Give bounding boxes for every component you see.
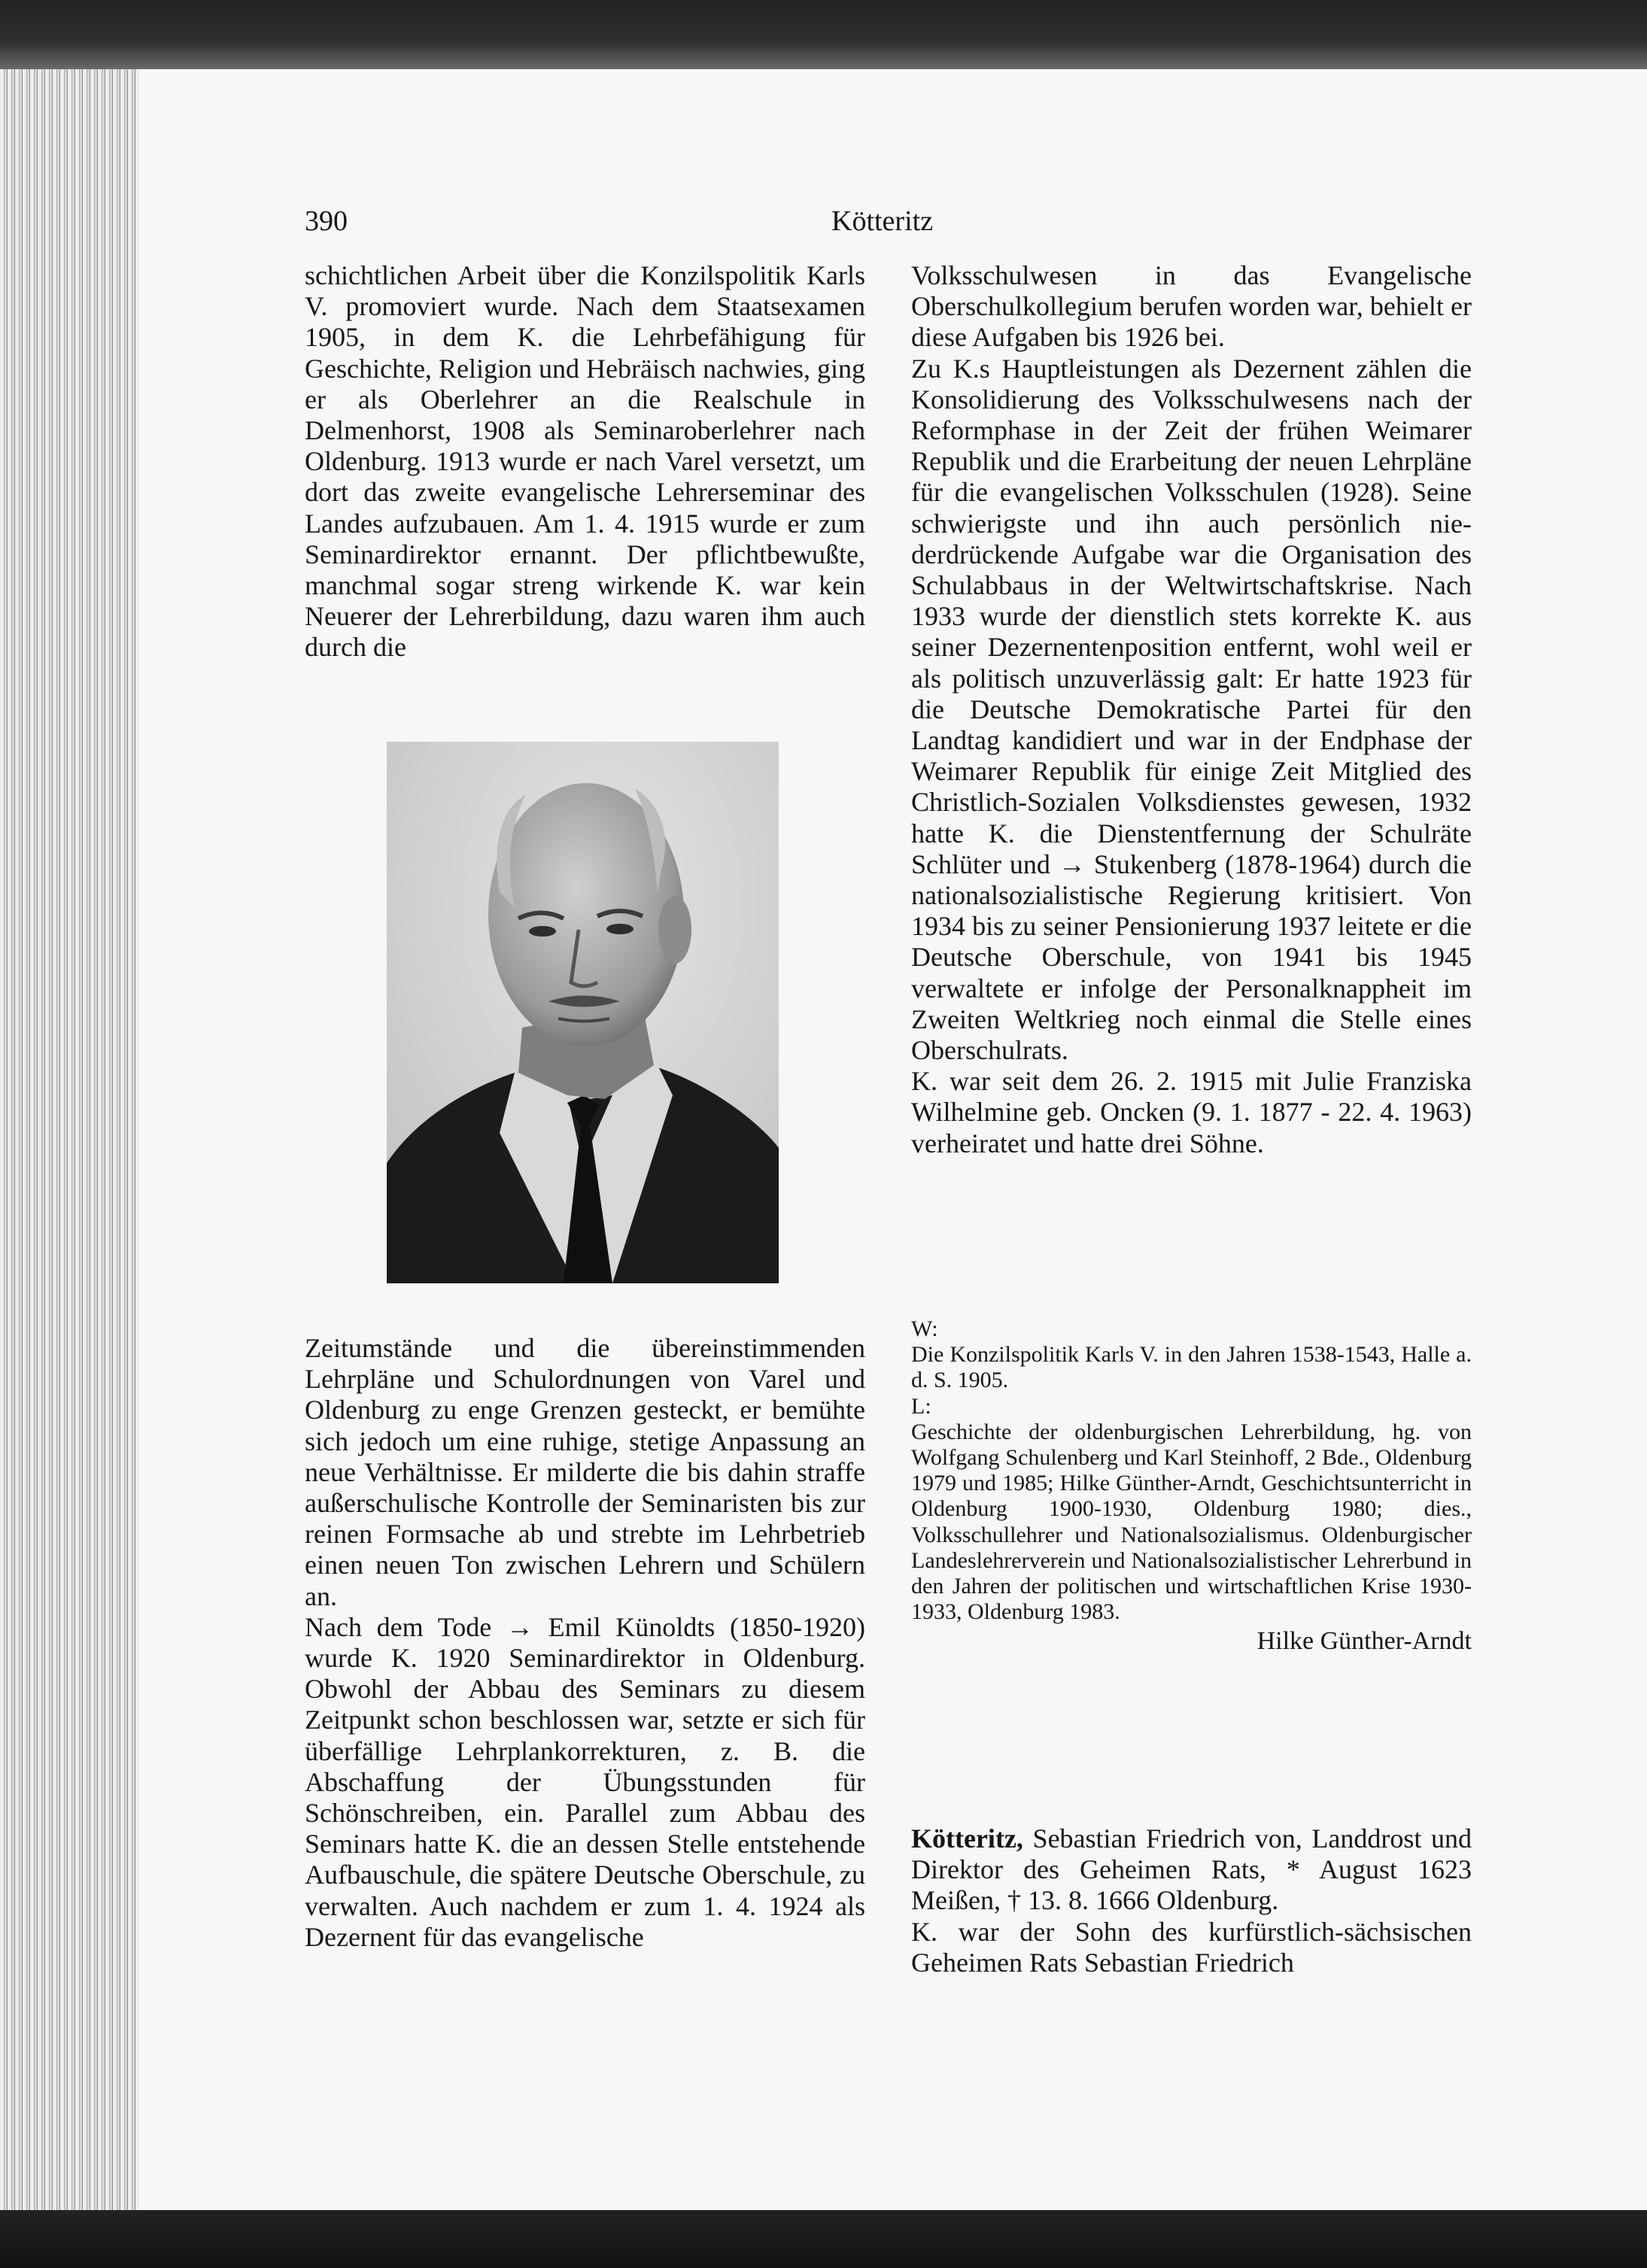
running-title: Kötteritz: [831, 205, 934, 237]
next-biography-entry: [911, 1823, 1472, 1978]
literature-label: L:: [911, 1393, 931, 1419]
paragraph: Zu K.s Hauptleistungen als Dezernent zählen die Konsolidierung des Volksschulwesens nach der Reformphase in der Zeit der frühen Weimarer Republik und die Erarbeitung der neuen Lehrpläne für die evangelischen Volksschulen (1928). Seine schwierigste und ihn auch persönlich niederdrückende Aufgabe war die Organisation des Schulabbaus in der Weltwirtschaftskrise. Nach 1933 wurde der dienstlich stets korrekte K. aus seiner Dezernentenposition entfernt, wohl weil er als politisch unzuverlässig galt: Er hatte 1923 für die Deutsche Demokratische Partei für den Landtag kandidiert und war in der Endphase der Weimarer Republik für einige Zeit Mitglied des Christlich-Sozialen Volksdienstes gewesen, 1932 hatte K. die Dienstentfernung der Schulräte Schlüter und → Stukenberg (1878-1964) durch die nationalsozialistische Regierung kritisiert. Von 1934 bis zu seiner Pensionierung 1937 leitete er die Deutsche Oberschule, von 1941 bis 1945 verwaltete er infolge der Personalknappheit im Zweiten Weltkrieg noch einmal die Stelle eines Oberschulrats.: [911, 353, 1472, 1066]
entry-lemma: Kötteritz,: [911, 1823, 1023, 1854]
paragraph: K. war seit dem 26. 2. 1915 mit Julie Franziska Wilhelmine geb. Oncken (9. 1. 1877 - 22. 4. 1963) verheiratet und hatte drei Söhne.: [911, 1066, 1472, 1158]
left-column-top-text: [305, 260, 865, 663]
works-and-literature: [911, 1316, 1472, 1656]
entry-heading-rest: Sebastian Friedrich von, Landdrost und Direktor des Geheimen Rats, * August 1623 Meißen, † 13. 8. 1666 Oldenburg.: [911, 1823, 1472, 1916]
entry-heading: [911, 1823, 1472, 1917]
page-number: 390: [305, 205, 348, 237]
paragraph: Nach dem Tode → Emil Künoldts (1850-1920) wurde K. 1920 Seminardirektor in Oldenburg. Obwohl der Abbau des Seminars zu diesem Zeitpunkt schon beschlossen war, setzte er sich für überfällige Lehrplankorrekturen, z. B. die Abschaffung der Übungsstunden für Schönschreiben, ein. Parallel zum Abbau des Seminars hatte K. die an dessen Stelle entstehende Aufbauschule, die spätere Deutsche Oberschule, zu verwalten. Auch nachdem er zum 1. 4. 1924 als Dezernent für das evangelische: [305, 1611, 865, 1952]
works-label: W:: [911, 1316, 938, 1341]
scanner-bottom-border: [0, 2210, 1647, 2268]
paragraph: schichtlichen Arbeit über die Konzilspolitik Karls V. promoviert wurde. Nach dem Staatsexamen 1905, in dem K. die Lehrbefähigung für Geschichte, Religion und Hebräisch nachwies, ging er als Oberlehrer an die Realschule in Delmenhorst, 1908 als Seminaroberlehrer nach Oldenburg. 1913 wurde er nach Varel versetzt, um dort das zweite evangelische Lehrerseminar des Landes aufzubauen. Am 1. 4. 1915 wurde er zum Seminardirektor ernannt. Der pflichtbewußte, manchmal sogar streng wirkende K. war kein Neuerer der Lehrerbildung, dazu waren ihm auch durch die: [305, 260, 865, 663]
left-column-bottom-text: [305, 1333, 865, 1953]
running-head: [305, 205, 943, 238]
book-page-edges: [0, 69, 139, 2210]
portrait-photo: [387, 742, 779, 1283]
paragraph: Volksschulwesen in das Evangelische Oberschulkollegium berufen worden war, behielt er diese Aufgaben bis 1926 bei.: [911, 260, 1472, 353]
paragraph: Zeitumstände und die übereinstimmenden Lehrpläne und Schulordnungen von Varel und Oldenburg zu enge Grenzen gesteckt, er bemühte sich jedoch um eine ruhige, stetige Anpassung an neue Verhältnisse. Er milderte die bis dahin straffe außerschulische Kontrolle der Seminaristen bis zur reinen Formsache ab und strebte im Lehrbetrieb einen neuen Ton zwischen Lehrern und Schülern an.: [305, 1333, 865, 1611]
right-column-text: [911, 260, 1472, 1159]
author-signature: Hilke Günther-Arndt: [1257, 1627, 1472, 1656]
paragraph: K. war der Sohn des kurfürstlich-sächsischen Geheimen Rats Sebastian Friedrich: [911, 1916, 1472, 1978]
literature-entry: Geschichte der oldenburgischen Lehrerbildung, hg. von Wolfgang Schulenberg und Karl Steinhoff, 2 Bde., Oldenburg 1979 und 1985; Hilke Günther-Arndt, Geschichtsunterricht in Oldenburg 1900-1930, Oldenburg 1980; dies., Volksschullehrer und Nationalsozialismus. Oldenburgischer Landeslehrerverein und Nationalsozialistischer Lehrerbund in den Jahren der politischen und wirtschaftlichen Krise 1930-1933, Oldenburg 1983.: [911, 1419, 1472, 1625]
scanner-top-border: [0, 0, 1647, 69]
works-entry: Die Konzilspolitik Karls V. in den Jahren 1538-1543, Halle a. d. S. 1905.: [911, 1342, 1472, 1393]
